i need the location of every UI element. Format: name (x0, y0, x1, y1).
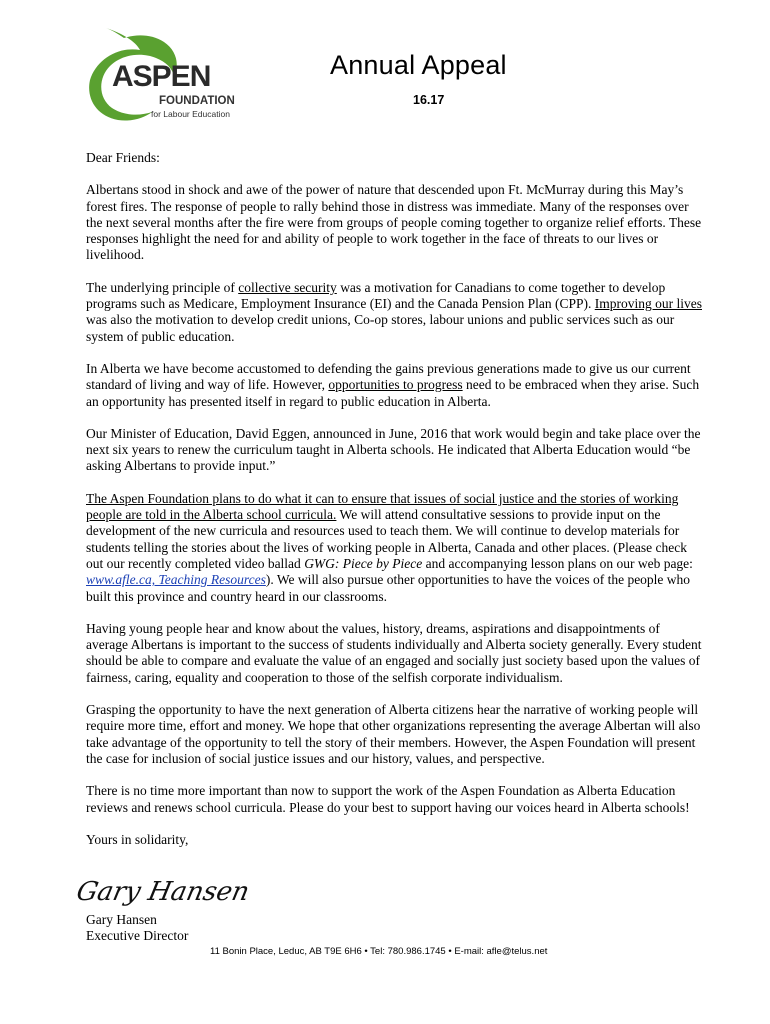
logo-wordmark: ASPEN (112, 60, 211, 93)
handwritten-signature (73, 868, 253, 912)
underlined-phrase: opportunities to progress (328, 377, 463, 393)
paragraph-2: The underlying principle of collective security was a motivation for Canadians to come together to develop programs such as Medicare, Employment Insurance (EI) and the Canada Pension Plan (CPP). Improving our lives was also the motivation to develop credit unions, Co-op stores, labour unions and public services such as our system of public education. (86, 279, 702, 344)
letter-body (86, 150, 702, 864)
logo-tagline: for Labour Education (151, 109, 230, 119)
video-title: GWG: Piece by Piece (304, 555, 423, 571)
signer-role: Executive Director (86, 928, 189, 944)
underlined-phrase: The Aspen Foundation plans to do what it can to ensure that issues of social justice and the stories of working people are told in the Alberta school curricula. (86, 490, 679, 523)
underlined-phrase: Improving our lives (594, 296, 702, 312)
appeal-number: 16.17 (413, 93, 445, 107)
teaching-resources-link[interactable]: www.afle.ca, Teaching Resources (86, 572, 266, 588)
paragraph-1: Albertans stood in shock and awe of the power of nature that descended upon Ft. McMurray during this May’s forest fires. The response of people to rally behind those in distress was immediate. Many of the responses over the next several months after the fire were from groups of people coming together to organize relief efforts. These responses highlight the need for and ability of people to work together in the face of threats to our lives or livelihood. (86, 182, 702, 263)
paragraph-6: Having young people hear and know about the values, history, dreams, aspirations and disappointments of average Albertans is important to the success of students individually and Alberta society generally. Every student should be able to compare and evaluate the value of an engaged and socially just society based upon the values of fairness, caring, equality and cooperation to those of the selfish corporate individualism. (86, 620, 702, 685)
signer-name: Gary Hansen (86, 912, 157, 927)
paragraph-7: Grasping the opportunity to have the next generation of Alberta citizens hear the narrative of working people will require more time, effort and money. We hope that other organizations representing the average Albertan will also take advantage of the opportunity to tell the story of their members. However, the Aspen Foundation will present the case for inclusion of social justice issues and our history, values, and perspective. (86, 702, 701, 766)
signer-block (86, 912, 188, 945)
greeting: Dear Friends: (86, 150, 160, 165)
underlined-phrase: collective security (238, 279, 337, 295)
paragraph-4: Our Minister of Education, David Eggen, announced in June, 2016 that work would begin and take place over the next six years to renew the curriculum taught in Alberta schools. He indicated that Alberta Education would “be asking Albertans to provide input.” (86, 425, 701, 474)
svg-text:Gary Hansen: Gary Hansen (73, 877, 253, 907)
logo-org: FOUNDATION (159, 95, 235, 107)
paragraph-3: In Alberta we have become accustomed to defending the gains previous generations made to give us our current standard of living and way of life. However, opportunities to progress need to be embraced when they arise. Such an opportunity has presented itself in regard to public education in Alberta. (86, 360, 700, 409)
paragraph-5: The Aspen Foundation plans to do what it can to ensure that issues of social justice and the stories of working people are told in the Alberta school curricula. We will attend consultative sessions to provide input on the development of the new curricula and resources used to teach them. We will continue to develop materials for students telling the stories about the lives of working people in Alberta, Canada and other places. (Please check out our recently completed video ballad GWG: Piece by Piece and accompanying lesson plans on our web page: www.afle.ca, Teaching Resources). We will also pursue other opportunities to have the voices of the people who built this province and country heard in our classrooms. (86, 490, 693, 604)
footer-contact: 11 Bonin Place, Leduc, AB T9E 6H6 • Tel: 780.986.1745 • E-mail: afle@telus.net (210, 946, 548, 957)
paragraph-8: There is no time more important than now to support the work of the Aspen Foundation as Alberta Education reviews and renews school curricula. Please do your best to support having our voices heard in Alberta schools! (86, 783, 690, 815)
closing: Yours in solidarity, (86, 831, 189, 847)
page-title: Annual Appeal (330, 50, 507, 80)
